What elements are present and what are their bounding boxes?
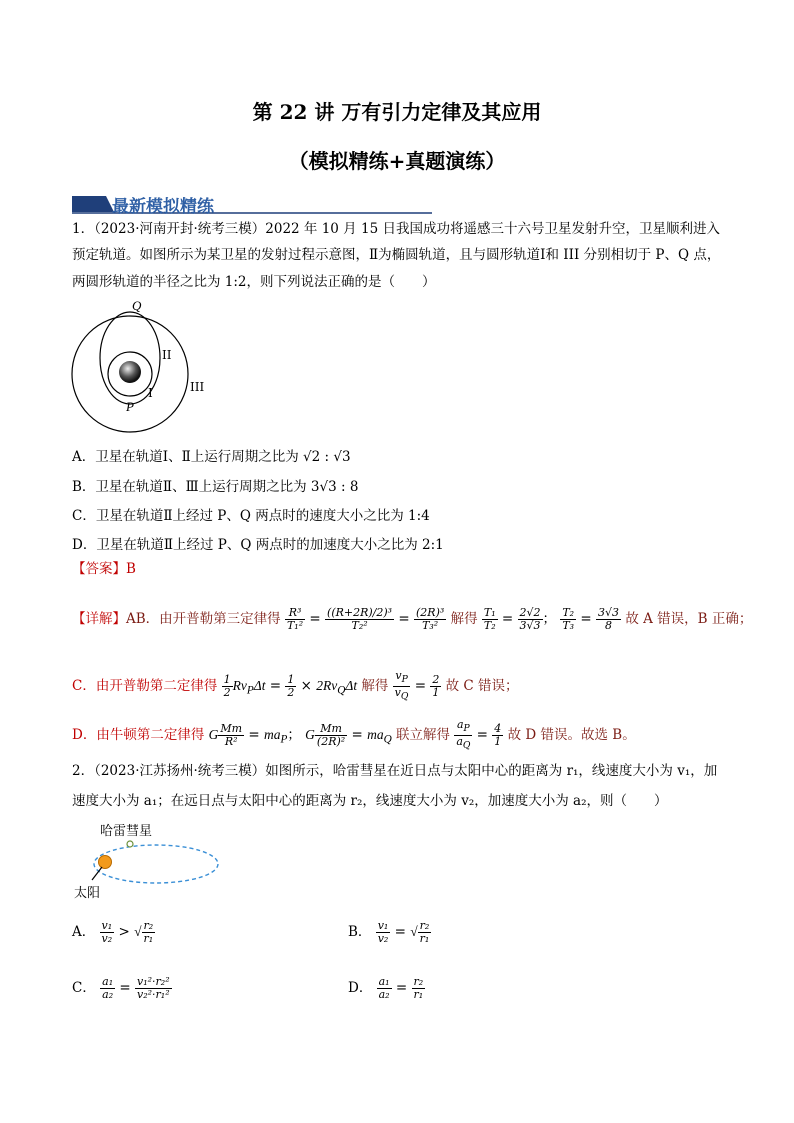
detail-ab-mid: 解得 [450,611,478,627]
label-II: II [162,348,172,362]
label-I: I [148,386,153,400]
label-P: P [126,399,134,414]
comet-label: 哈雷彗星 [100,824,153,839]
comet-orbit [94,845,218,883]
q1-answer: 【答案】B [72,561,136,577]
section-title: 最新模拟精练 [112,197,214,217]
planet [119,361,141,383]
q1-detail-d: D．由牛顿第二定律得 G $\frac{Mm}{\text{R²}}$ = $ma_P$； G $\frac{Mm}{\text{(2R)²}}$ = $ma_Q$ 联立解得 $\frac{a_P}{a_Q}$ = $\frac{4}{1}$ 故 D 错误。故选 B。 [72,718,636,752]
q1-option-a: A．卫星在轨道Ⅰ、Ⅱ上运行周期之比为 √2 : √3 [72,449,351,465]
q1-option-d: D．卫星在轨道Ⅱ上经过 P、Q 两点时的加速度大小之比为 2:1 [72,537,444,553]
q1-line-1: 1．（2023·河南开封·统考三模）2022 年 10 月 15 日我国成功将遥感三十六号卫星发射升空，卫星顺利进入 [72,221,720,237]
q2-option-c: C． $\frac{\text{a₁}}{\text{a₂}}$ = $\frac{\text{v₁²·r₂²}}{\text{v₂²·r₁²}}$ [72,975,170,1001]
q1-option-c: C．卫星在轨道Ⅱ上经过 P、Q 两点时的速度大小之比为 1:4 [72,508,430,524]
page-title: 第 22 讲 万有引力定律及其应用 [252,100,542,124]
q2-option-a: A． $\frac{\text{v₁}}{\text{v₂}}$ > √ $\frac{\text{r₂}}{\text{r₁}}$ [72,919,154,945]
detail-c-post: 故 C 错误； [445,678,519,695]
kepler3-frac1: $\frac{\text{R³}}{\text{T₁²}}$ [286,606,304,632]
sun-label: 太阳 [74,886,101,901]
q1-detail-c: C．由开普勒第二定律得 $\frac{1}{2}$ $Rv_P\Delta t$ = $\frac{1}{2}$ × $2Rv_Q\Delta t$ 解得 $\frac{v_P}{v_Q}$ = $\frac{2}{1}$ 故 C 错误； [72,669,519,703]
detail-d-pre: D．由牛顿第二定律得 [72,727,205,744]
sun-dot [99,856,112,869]
q2-option-d: D． $\frac{\text{a₁}}{\text{a₂}}$ = $\frac{\text{r₂}}{\text{r₁}}$ [348,975,424,1001]
detail-ab-pre: AB．由开普勒第三定律得 [126,611,281,627]
kepler3-frac2: $\frac{\text{((R+2R)/2)³}}{\text{T₂²}}$ [327,606,393,632]
q1-option-b: B．卫星在轨道Ⅱ、Ⅲ上运行周期之比为 3√3 : 8 [72,479,359,495]
page-subtitle: （模拟精练+真题演练） [288,149,506,173]
detail-c-mid: 解得 [361,678,389,695]
comet-dot [127,841,133,847]
q1-detail-ab: 【详解】AB．由开普勒第三定律得 $\frac{\text{R³}}{\text{T₁²}}$ = $\frac{\text{((R+2R)/2)³}}{\text{T₂²}}$ = $\frac{\text{(2R)³}}{\text{T₃²}}$ 解得 $\frac{\text{T₁}}{\text{T₂}}$ = $\frac{2√2}{3√3}$ ； $\frac{\text{T₂}}{\text{T₃}}$ = $\frac{3√3}{8}$ 故 A 错误，B 正确； [72,606,753,632]
detail-d-mid: 联立解得 [396,727,451,744]
detail-label: 【详解】 [72,611,126,627]
detail-ab-post: 故 A 错误，B 正确； [625,611,753,627]
q2-line-1: 2．（2023·江苏扬州·统考三模）如图所示，哈雷彗星在近日点与太阳中心的距离为 r₁，线速度大小为 v₁，加 [72,763,718,779]
orbit-diagram [70,296,220,436]
kepler3-frac3: $\frac{\text{(2R)³}}{\text{T₃²}}$ [416,606,445,632]
q1-line-3: 两圆形轨道的半径之比为 1:2，则下列说法正确的是（ ） [72,274,436,290]
label-Q: Q [132,298,142,313]
detail-d-post: 故 D 错误。故选 B。 [507,727,636,744]
q2-line-2: 速度大小为 a₁；在远日点与太阳中心的距离为 r₂，线速度大小为 v₂，加速度大小为 a₂，则（ ） [72,793,668,809]
q2-option-b: B． $\frac{\text{v₁}}{\text{v₂}}$ = √ $\frac{\text{r₂}}{\text{r₁}}$ [348,919,430,945]
comet-diagram [72,820,232,905]
section-banner [72,192,432,216]
detail-c-pre: C．由开普勒第二定律得 [72,678,218,695]
q1-line-2: 预定轨道。如图所示为某卫星的发射过程示意图，Ⅱ为椭圆轨道，且与圆形轨道Ⅰ和 III 分别相切于 P、Q 点， [72,247,721,263]
label-III: III [190,380,205,394]
